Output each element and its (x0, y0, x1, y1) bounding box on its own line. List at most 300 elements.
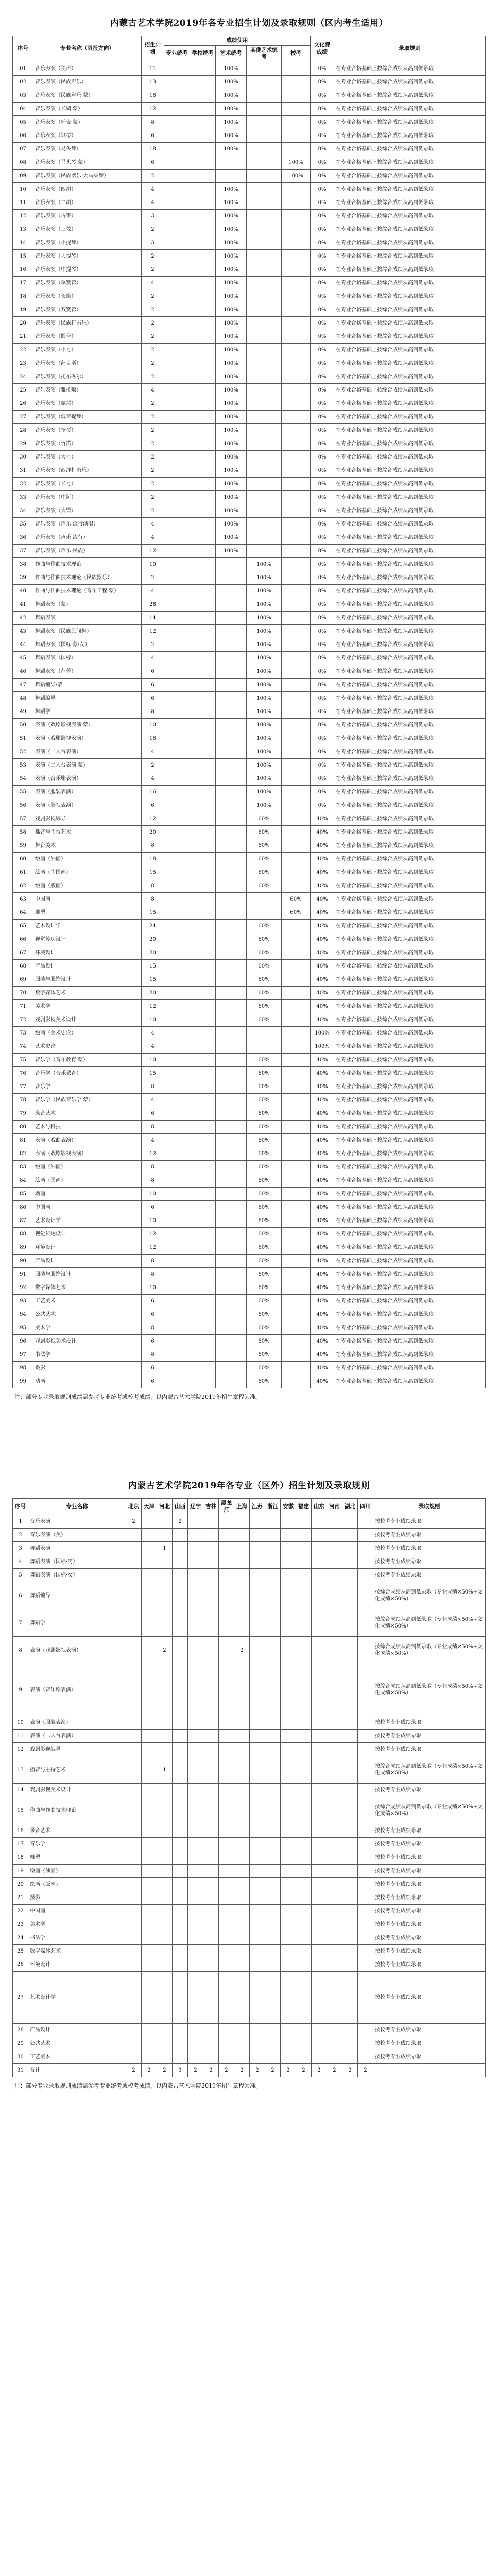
row-province-count (250, 1905, 265, 1918)
row-score-s3 (216, 718, 247, 732)
row-score-s1 (164, 1053, 190, 1066)
row-major: 表演（服装表演） (28, 1716, 126, 1730)
row-plan: 8 (142, 839, 164, 852)
row-score-s2 (190, 1066, 216, 1080)
row-score-s2 (190, 223, 216, 236)
row-culture: 0% (311, 544, 334, 557)
table-row (13, 1241, 486, 1254)
row-score-s3 (216, 732, 247, 745)
row-province-count (358, 1824, 373, 1838)
row-score-s2 (190, 879, 216, 892)
row-province-count (312, 1542, 327, 1555)
header-culture: 文化课成绩 (311, 36, 334, 62)
row-major: 艺术与科技 (33, 1120, 142, 1133)
row-score-s1 (164, 182, 190, 196)
header2-province: 浙江 (265, 1498, 281, 1515)
row-score-s2 (190, 1375, 216, 1388)
table-row (13, 1931, 486, 1945)
table-row (13, 678, 486, 691)
row-score-s1 (164, 490, 190, 504)
row-major: 音乐表演（小号） (33, 343, 142, 357)
row-score-s2 (190, 1133, 216, 1147)
row-score-s5 (282, 1147, 311, 1160)
header2-province: 福建 (296, 1498, 312, 1515)
row-province-count (234, 1851, 250, 1865)
row-rule: 在专业合格基础上按综合成绩从高到低录取 (334, 263, 486, 276)
row-score-s3 (216, 1361, 247, 1375)
table-row (13, 866, 486, 879)
row-score-s2 (190, 624, 216, 638)
row-score-s5 (282, 397, 311, 410)
row-province-count (358, 1743, 373, 1756)
row-seq: 28 (13, 423, 33, 437)
row-rule: 在专业合格基础上按综合成绩从高到低录取 (334, 772, 486, 785)
row-score-s3: 100% (216, 343, 247, 357)
row-province-count (342, 1730, 358, 1743)
row-rule: 在专业合格基础上按综合成绩从高到低录取 (334, 557, 486, 571)
row-score-s5 (282, 812, 311, 825)
row-province-count (296, 1664, 312, 1716)
header2-province: 黑龙江 (219, 1498, 234, 1515)
row-province-count (188, 1972, 203, 2024)
table-row (13, 1053, 486, 1066)
row-plan: 4 (142, 182, 164, 196)
row-score-s1 (164, 852, 190, 866)
table-row (13, 142, 486, 156)
section1-table (12, 36, 486, 1388)
row-seq: 30 (13, 2050, 28, 2064)
row-major: 书法学 (28, 1931, 126, 1945)
row-province-count (188, 2050, 203, 2064)
row-province-count (265, 1637, 281, 1664)
row-seq: 09 (13, 169, 33, 182)
row-province-count (126, 1529, 142, 1542)
row-rule: 在专业合格基础上按综合成绩从高到低录取 (334, 544, 486, 557)
row-seq: 11 (13, 196, 33, 209)
row-rule: 在专业合格基础上按综合成绩从高到低录取 (334, 906, 486, 919)
row-culture: 0% (311, 624, 334, 638)
row-score-s3 (216, 1308, 247, 1321)
row-score-s4: 60% (247, 1361, 282, 1375)
row-province-count (358, 1529, 373, 1542)
table-row (13, 651, 486, 665)
row-score-s4: 60% (247, 879, 282, 892)
row-seq: 67 (13, 946, 33, 959)
row-culture: 0% (311, 718, 334, 732)
row-major: 戏剧影视美术设计 (28, 1784, 126, 1797)
row-province-count (281, 1891, 296, 1905)
row-rule: 在专业合格基础上按综合成绩从高到低录取 (334, 490, 486, 504)
row-score-s5 (282, 691, 311, 705)
row-score-s4: 60% (247, 1174, 282, 1187)
row-score-s5 (282, 1053, 311, 1066)
row-plan: 6 (142, 129, 164, 142)
table-row (13, 316, 486, 330)
row-score-s3 (216, 638, 247, 651)
row-rule: 在专业合格基础上按综合成绩从高到低录取 (334, 236, 486, 249)
row-province-count (173, 1730, 188, 1743)
row-rule: 在专业合格基础上按综合成绩从高到低录取 (334, 678, 486, 691)
row-province-count (188, 1569, 203, 1582)
row-score-s4 (247, 303, 282, 316)
row-score-s3 (216, 1241, 247, 1254)
row-score-s3: 100% (216, 209, 247, 223)
row-province-count (234, 1878, 250, 1891)
row-major: 音乐表演（托布秀尔） (33, 370, 142, 383)
row-plan: 2 (142, 303, 164, 316)
row-province-count (265, 1824, 281, 1838)
row-province-count (173, 1797, 188, 1824)
row-score-s2 (190, 825, 216, 839)
table-row (13, 1147, 486, 1160)
row-score-s3: 100% (216, 276, 247, 290)
row-score-s1 (164, 303, 190, 316)
row-province-count (281, 2037, 296, 2050)
row-rule: 在专业合格基础上按综合成绩从高到低录取 (334, 1187, 486, 1200)
row-province-count (219, 1569, 234, 1582)
row-seq: 86 (13, 1200, 33, 1214)
row-score-s4: 60% (247, 1187, 282, 1200)
row-province-count (265, 1784, 281, 1797)
row-score-s5 (282, 1187, 311, 1200)
row-culture: 0% (311, 678, 334, 691)
row-plan: 2 (142, 370, 164, 383)
table-row (13, 598, 486, 611)
table-row (13, 1582, 486, 1609)
row-province-count (203, 1838, 219, 1851)
row-score-s4 (247, 316, 282, 330)
row-plan: 4 (142, 745, 164, 758)
row-major: 录音艺术 (33, 1107, 142, 1120)
row-province-count (250, 2024, 265, 2037)
row-culture: 40% (311, 986, 334, 999)
row-rule: 按校考专业成绩录取 (373, 1891, 486, 1905)
row-province-count (234, 1838, 250, 1851)
row-province-count (281, 1824, 296, 1838)
table-row (13, 2024, 486, 2037)
row-score-s5 (282, 839, 311, 852)
row-major: 中国画 (33, 892, 142, 906)
row-province-count: 2 (188, 2064, 203, 2077)
row-province-count (327, 1569, 342, 1582)
row-score-s5 (282, 611, 311, 624)
row-score-s2 (190, 1254, 216, 1267)
row-culture: 0% (311, 102, 334, 115)
row-rule: 按校考专业成绩录取 (373, 1878, 486, 1891)
row-province-count (126, 1838, 142, 1851)
table-row (13, 1281, 486, 1294)
row-province-count (203, 1664, 219, 1716)
row-rule: 按校考专业成绩录取 (373, 1905, 486, 1918)
row-province-count (312, 1515, 327, 1529)
row-province-count (281, 1918, 296, 1931)
row-province-count (173, 1931, 188, 1945)
row-major: 音乐表演（长笛） (33, 290, 142, 303)
row-score-s1 (164, 624, 190, 638)
row-score-s3 (216, 678, 247, 691)
row-province-count (281, 1664, 296, 1716)
row-score-s2 (190, 316, 216, 330)
row-score-s1 (164, 75, 190, 89)
row-culture: 0% (311, 665, 334, 678)
row-seq: 21 (13, 330, 33, 343)
row-plan: 8 (142, 1267, 164, 1281)
row-rule: 按校考专业成绩录取 (373, 1972, 486, 2024)
row-province-count (342, 1664, 358, 1716)
header2-province: 山东 (312, 1498, 327, 1515)
row-rule: 在专业合格基础上按综合成绩从高到低录取 (334, 933, 486, 946)
row-province-count (188, 1743, 203, 1756)
row-score-s1 (164, 718, 190, 732)
row-province-count (142, 1582, 157, 1609)
row-score-s2 (190, 1281, 216, 1294)
table-row (13, 1133, 486, 1147)
table-row (13, 812, 486, 825)
row-score-s2 (190, 1187, 216, 1200)
row-score-s1 (164, 437, 190, 450)
row-plan: 4 (142, 1026, 164, 1040)
row-major: 服装与服饰设计 (33, 1267, 142, 1281)
row-score-s2 (190, 785, 216, 799)
row-seq: 25 (13, 383, 33, 397)
row-score-s4: 60% (247, 1375, 282, 1388)
row-seq: 97 (13, 1348, 33, 1361)
row-score-s4: 60% (247, 986, 282, 999)
row-score-s5 (282, 330, 311, 343)
row-province-count (173, 1542, 188, 1555)
row-province-count (265, 2050, 281, 2064)
row-province-count (219, 1958, 234, 1972)
row-score-s1 (164, 1040, 190, 1053)
row-rule: 在专业合格基础上按综合成绩从高到低录取 (334, 598, 486, 611)
row-score-s1 (164, 89, 190, 102)
row-score-s4: 100% (247, 557, 282, 571)
row-rule: 按校考专业成绩录取 (373, 1529, 486, 1542)
row-score-s5 (282, 959, 311, 973)
row-rule: 按综合成绩从高到低录取（专业成绩×50%+文化成绩×50%） (373, 1797, 486, 1824)
row-score-s3 (216, 852, 247, 866)
row-score-s5 (282, 75, 311, 89)
row-culture: 40% (311, 1147, 334, 1160)
row-province-count (219, 1542, 234, 1555)
row-score-s2 (190, 62, 216, 75)
row-plan: 14 (142, 611, 164, 624)
row-score-s1 (164, 705, 190, 718)
row-province-count (312, 1972, 327, 2024)
row-score-s2 (190, 490, 216, 504)
row-province-count (296, 1569, 312, 1582)
row-score-s2 (190, 1200, 216, 1214)
table-row (13, 544, 486, 557)
row-major: 音乐表演（中阮） (33, 490, 142, 504)
row-province-count (327, 1730, 342, 1743)
row-major: 舞蹈表演（国标·女） (28, 1569, 126, 1582)
row-culture: 0% (311, 62, 334, 75)
row-plan: 10 (142, 1187, 164, 1200)
row-rule: 按校考专业成绩录取 (373, 1945, 486, 1958)
row-seq: 25 (13, 1945, 28, 1958)
row-score-s2 (190, 263, 216, 276)
row-province-count (126, 1716, 142, 1730)
row-seq: 32 (13, 477, 33, 490)
row-province-count (219, 1730, 234, 1743)
row-seq: 17 (13, 1838, 28, 1851)
row-seq: 40 (13, 584, 33, 598)
row-score-s5 (282, 866, 311, 879)
row-plan: 12 (142, 1241, 164, 1254)
table-row (13, 999, 486, 1013)
row-province-count (203, 1637, 219, 1664)
table-row (13, 182, 486, 196)
row-plan: 20 (142, 933, 164, 946)
row-seq: 44 (13, 638, 33, 651)
table-row (13, 383, 486, 397)
row-rule: 在专业合格基础上按综合成绩从高到低录取 (334, 1080, 486, 1093)
row-province-count (157, 2050, 173, 2064)
row-seq: 53 (13, 758, 33, 772)
row-score-s3 (216, 651, 247, 665)
row-score-s3 (216, 785, 247, 799)
row-major: 绘画（中国画） (33, 866, 142, 879)
row-province-count (342, 1824, 358, 1838)
row-score-s5 (282, 825, 311, 839)
row-score-s2 (190, 1174, 216, 1187)
table-row (13, 1308, 486, 1321)
row-score-s3: 100% (216, 115, 247, 129)
table-row (13, 464, 486, 477)
row-score-s1 (164, 866, 190, 879)
row-province-count (281, 1958, 296, 1972)
row-province-count (126, 1931, 142, 1945)
row-major: 音乐表演（长调·蒙） (33, 102, 142, 115)
row-score-s3 (216, 986, 247, 999)
row-score-s1 (164, 397, 190, 410)
row-score-s2 (190, 745, 216, 758)
row-province-count (203, 1851, 219, 1865)
row-seq: 65 (13, 919, 33, 933)
row-score-s1 (164, 598, 190, 611)
row-score-s2 (190, 397, 216, 410)
row-major: 合计 (28, 2064, 126, 2077)
row-major: 表演（音乐剧表演） (28, 1664, 126, 1716)
row-province-count (219, 1878, 234, 1891)
row-province-count (265, 2024, 281, 2037)
row-score-s3 (216, 1334, 247, 1348)
row-score-s4 (247, 89, 282, 102)
row-rule: 在专业合格基础上按综合成绩从高到低录取 (334, 1107, 486, 1120)
row-score-s3 (216, 946, 247, 959)
row-score-s5 (282, 209, 311, 223)
row-province-count (188, 1945, 203, 1958)
row-province-count (234, 1958, 250, 1972)
row-major: 数字媒体艺术 (33, 1281, 142, 1294)
row-province-count (281, 1797, 296, 1824)
row-province-count (142, 1542, 157, 1555)
row-province-count (157, 2024, 173, 2037)
row-score-s4 (247, 276, 282, 290)
row-rule: 在专业合格基础上按综合成绩从高到低录取 (334, 450, 486, 464)
row-score-s5 (282, 758, 311, 772)
row-major: 舞蹈学 (28, 1609, 126, 1637)
row-culture: 40% (311, 1294, 334, 1308)
row-province-count (188, 1716, 203, 1730)
row-plan: 12 (142, 812, 164, 825)
row-province-count (250, 1865, 265, 1878)
section2-title: 内蒙古艺术学院2019年各专业（区外）招生计划及录取规则 (128, 1480, 370, 1491)
row-score-s2 (190, 477, 216, 490)
row-score-s1 (164, 1080, 190, 1093)
row-score-s1 (164, 370, 190, 383)
row-score-s4: 100% (247, 665, 282, 678)
row-plan: 10 (142, 1053, 164, 1066)
table-row (13, 758, 486, 772)
row-province-count (142, 1664, 157, 1716)
header-rule: 录取规则 (334, 36, 486, 62)
row-province-count (234, 1865, 250, 1878)
row-province-count: 2 (250, 2064, 265, 2077)
row-province-count (203, 2050, 219, 2064)
row-seq: 15 (13, 1797, 28, 1824)
row-plan: 6 (142, 691, 164, 705)
row-score-s2 (190, 370, 216, 383)
row-major: 美术学 (28, 1918, 126, 1931)
table-row (13, 1187, 486, 1200)
row-score-s4 (247, 517, 282, 531)
row-rule: 在专业合格基础上按综合成绩从高到低录取 (334, 959, 486, 973)
row-score-s5 (282, 102, 311, 115)
row-rule: 在专业合格基础上按综合成绩从高到低录取 (334, 196, 486, 209)
row-culture: 40% (311, 1281, 334, 1294)
row-score-s2 (190, 999, 216, 1013)
row-score-s1 (164, 638, 190, 651)
row-seq: 51 (13, 732, 33, 745)
row-major: 书法学 (33, 1348, 142, 1361)
row-province-count: 2 (234, 1637, 250, 1664)
row-province-count (203, 1945, 219, 1958)
row-rule: 在专业合格基础上按综合成绩从高到低录取 (334, 745, 486, 758)
row-seq: 23 (13, 357, 33, 370)
row-score-s2 (190, 504, 216, 517)
table-row (13, 490, 486, 504)
row-seq: 17 (13, 276, 33, 290)
row-score-s4 (247, 490, 282, 504)
row-plan: 8 (142, 1348, 164, 1361)
row-score-s1 (164, 1120, 190, 1133)
row-score-s1 (164, 1066, 190, 1080)
row-score-s4: 60% (247, 1133, 282, 1147)
row-rule: 在专业合格基础上按综合成绩从高到低录取 (334, 209, 486, 223)
row-rule: 在专业合格基础上按综合成绩从高到低录取 (334, 825, 486, 839)
row-culture: 40% (311, 919, 334, 933)
table-row (13, 1040, 486, 1053)
row-culture: 0% (311, 651, 334, 665)
row-rule: 在专业合格基础上按综合成绩从高到低录取 (334, 1321, 486, 1334)
table-row (13, 1542, 486, 1555)
row-score-s5 (282, 973, 311, 986)
row-province-count (296, 2050, 312, 2064)
row-seq: 01 (13, 62, 33, 75)
row-province-count (188, 1542, 203, 1555)
row-plan: 4 (142, 383, 164, 397)
row-score-s1 (164, 879, 190, 892)
row-rule: 在专业合格基础上按综合成绩从高到低录取 (334, 330, 486, 343)
row-province-count (250, 1555, 265, 1569)
row-province-count (327, 1838, 342, 1851)
row-seq: 61 (13, 866, 33, 879)
row-rule: 按校考专业成绩录取 (373, 2024, 486, 2037)
row-rule: 在专业合格基础上按综合成绩从高到低录取 (334, 624, 486, 638)
row-province-count (296, 1555, 312, 1569)
